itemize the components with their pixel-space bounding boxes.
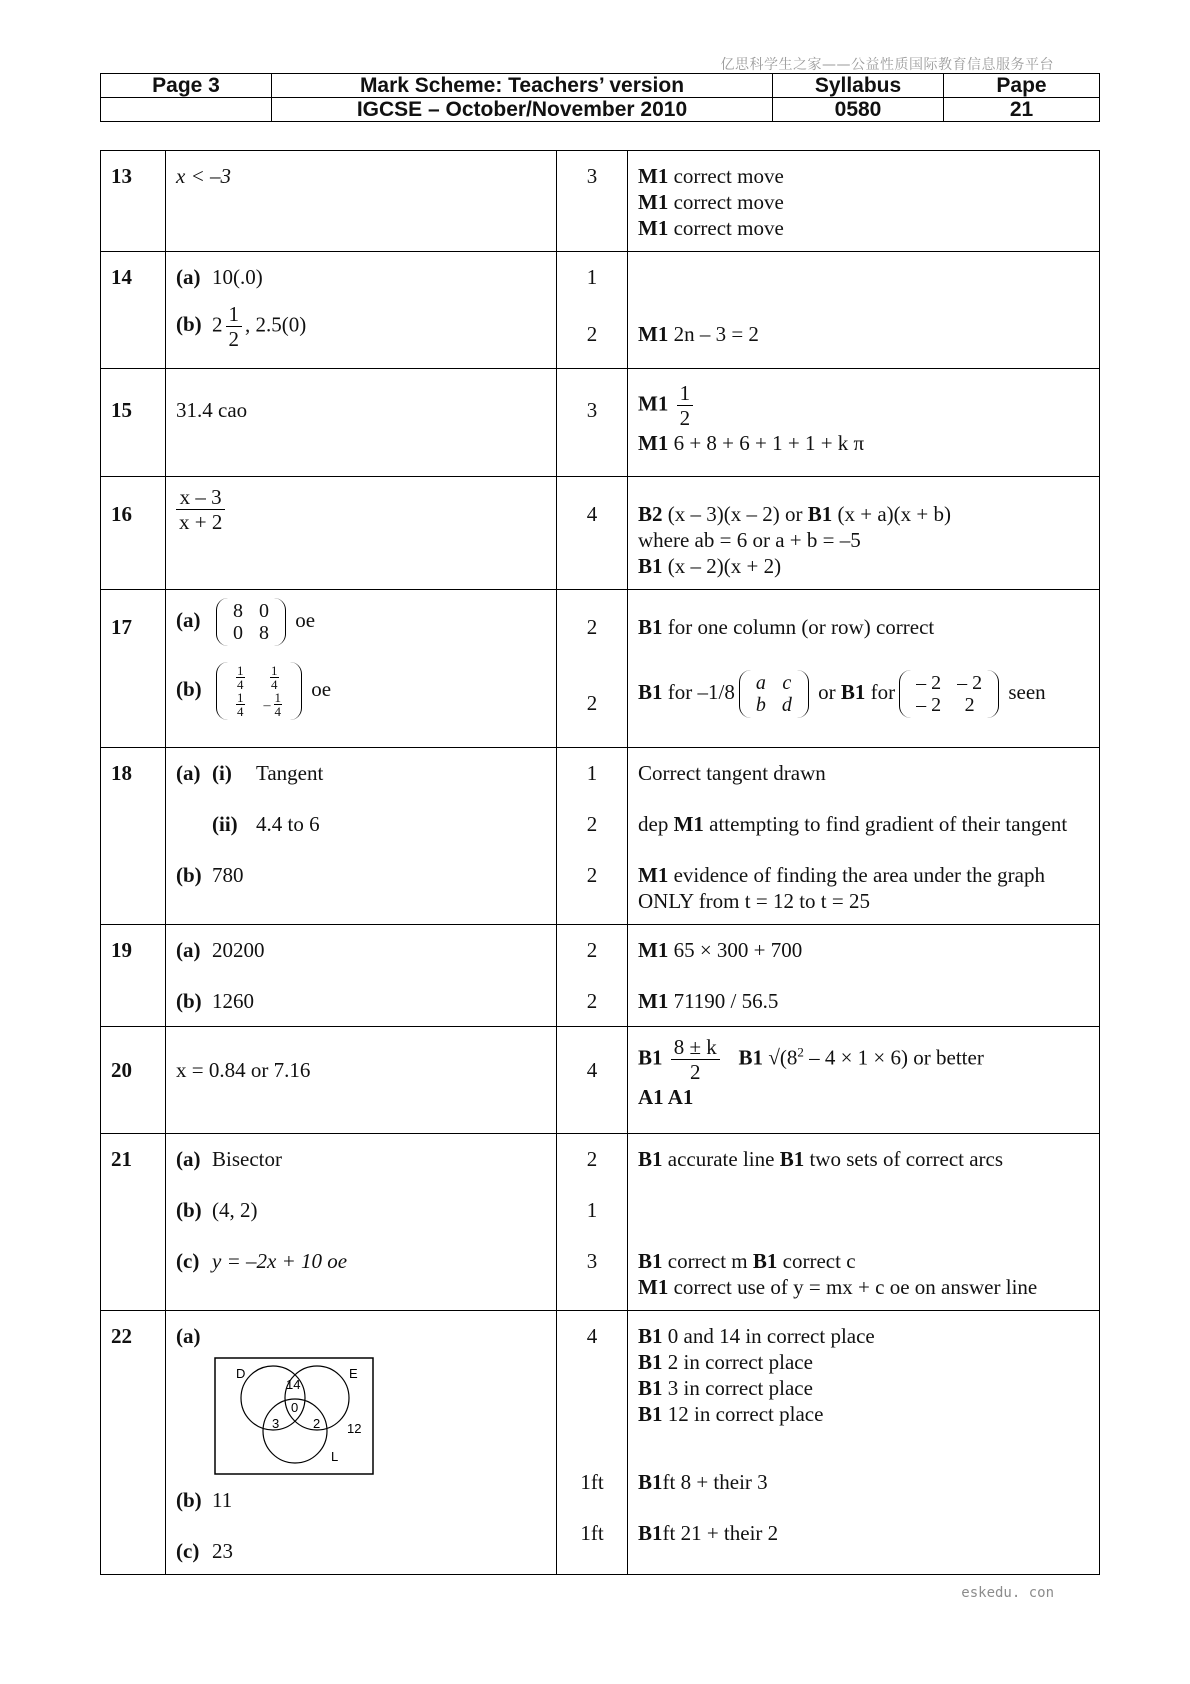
scheme-cell xyxy=(628,151,1100,252)
mark-scheme-table xyxy=(100,150,1100,1575)
answer-text: 10(.0) xyxy=(212,265,263,289)
scheme-text: 6 + 8 + 6 + 1 + 1 + k π xyxy=(668,431,865,455)
answer-text: Bisector xyxy=(212,1147,282,1171)
mark-code: B1 xyxy=(807,502,833,526)
watermark-top: 亿思科学生之家——公益性质国际教育信息服务平台 xyxy=(720,57,1054,73)
matrix: a c b d xyxy=(739,670,809,718)
paper-label: Pape xyxy=(944,74,1100,98)
answer-text: y = –2x + 10 oe xyxy=(212,1249,348,1273)
question-number: 20 xyxy=(101,1027,166,1134)
part-label: (a) xyxy=(176,607,201,632)
scheme-cell xyxy=(628,477,1100,590)
venn-set-label: E xyxy=(349,1366,358,1381)
mark-code: M1 xyxy=(638,216,669,240)
scheme-cell: B1 accurate line B1 two sets of correct arcs B1 correct m B1 correct c M1 correct use of y = mx + c oe on answer line xyxy=(628,1134,1100,1311)
oe-text: oe xyxy=(311,676,332,701)
mark-code: M1 xyxy=(638,190,669,214)
mark-code: M1 xyxy=(638,164,669,188)
mark-code: B1 xyxy=(638,554,663,578)
syllabus-label: Syllabus xyxy=(773,74,944,98)
part-label: (b) xyxy=(176,676,202,701)
scheme-text: 2n – 3 = 2 xyxy=(668,322,759,346)
answer-text: 780 xyxy=(212,863,244,887)
mark-code: B2 xyxy=(638,502,663,526)
answer-cell: x = 0.84 or 7.16 xyxy=(166,1027,557,1134)
mark-cell: 1 2 xyxy=(557,252,628,369)
question-number: 14 xyxy=(101,252,166,369)
part-label: (a) xyxy=(176,265,201,289)
answer-text: 4.4 to 6 xyxy=(256,812,320,836)
mark-code: M1 xyxy=(638,322,669,346)
matrix: 8 0 0 8 xyxy=(216,598,286,646)
scheme-text: for one column (or row) correct xyxy=(662,615,935,639)
table-row xyxy=(101,1027,1100,1134)
answer-cell: (a) Bisector (b) (4, 2) (c) y = –2x + 10 oe xyxy=(166,1134,557,1311)
answer-text: Tangent xyxy=(256,761,324,785)
answer-text: 20200 xyxy=(212,938,265,962)
mark-cell: 3 xyxy=(557,151,628,252)
table-row xyxy=(101,1311,1100,1575)
question-number: 15 xyxy=(101,369,166,477)
venn-diagram xyxy=(214,1357,374,1475)
scheme-text: (x + a)(x + b) xyxy=(832,502,951,526)
answer-cell: (a) (i) Tangent (ii) 4.4 to 6 (b) 780 xyxy=(166,748,557,925)
part-label: (b) xyxy=(176,312,202,337)
table-row xyxy=(101,1134,1100,1311)
venn-value: 0 xyxy=(291,1400,299,1415)
answer-text: 11 xyxy=(212,1488,233,1512)
answer-cell xyxy=(166,151,557,252)
answer-cell: (a) D E L 14 0 3 2 12 (b) 11 (c) 23 xyxy=(166,1311,557,1575)
oe-text: oe xyxy=(295,607,316,632)
document-title: Mark Scheme: Teachers’ version xyxy=(272,74,773,98)
mark-cell: 2 1 3 xyxy=(557,1134,628,1311)
answer-cell xyxy=(166,252,557,369)
table-row xyxy=(101,151,1100,252)
scheme-text: ONLY from t = 12 to t = 25 xyxy=(638,889,870,913)
answer-cell xyxy=(166,477,557,590)
table-row xyxy=(101,590,1100,748)
answer-text: x < –3 xyxy=(176,164,231,188)
scheme-text: (x – 3)(x – 2) or xyxy=(662,502,808,526)
table-row xyxy=(101,252,1100,369)
venn-set-label: L xyxy=(331,1449,339,1464)
mark-cell: 1 2 2 xyxy=(557,748,628,925)
table-row xyxy=(101,748,1100,925)
venn-value: 12 xyxy=(347,1421,362,1436)
scheme-cell: M1 65 × 300 + 700 M1 71190 / 56.5 xyxy=(628,925,1100,1027)
fraction: $\frac{1}{2}$ xyxy=(677,381,694,430)
mark-cell: 3 xyxy=(557,369,628,477)
matrix: $\frac{1}{4}$ $\frac{1}{4}$ $\frac{1}{4}$ – $\frac{1}{4}$ xyxy=(216,662,302,720)
fraction: $\frac{x - 3}{x + 2}$ xyxy=(176,485,225,534)
answer-cell: (a) 20200 (b) 1260 xyxy=(166,925,557,1027)
venn-value: 3 xyxy=(272,1416,280,1431)
mark-code: A1 A1 xyxy=(638,1085,694,1109)
question-number: 18 xyxy=(101,748,166,925)
scheme-cell: Correct tangent drawn dep M1 attempting to find gradient of their tangent M1 evidence of finding the area under the graph ONLY from t = 12 to t = 25 xyxy=(628,748,1100,925)
answer-text: , 2.5(0) xyxy=(245,312,307,337)
scheme-cell: B1 $\frac{8 \pm k}{2}$ B1 $√(8^2 - 4 \times 1 \times 6)$ or better A1 A1 xyxy=(628,1027,1100,1134)
fraction: $\frac{8 \pm k}{2}$ xyxy=(671,1035,720,1084)
table-row xyxy=(101,369,1100,477)
question-number: 22 xyxy=(101,1311,166,1575)
mark-cell: 2 2 xyxy=(557,925,628,1027)
header-blank xyxy=(101,98,272,122)
scheme-text: correct move xyxy=(668,190,784,214)
mark-code: M1 xyxy=(638,431,669,455)
syllabus-code: 0580 xyxy=(773,98,944,122)
table-row xyxy=(101,925,1100,1027)
venn-set-label: D xyxy=(236,1366,246,1381)
scheme-text: (x – 2)(x + 2) xyxy=(662,554,782,578)
matrix: – 2 – 2 – 2 2 xyxy=(899,670,999,718)
mark-code: M1 xyxy=(638,391,669,416)
scheme-cell xyxy=(628,252,1100,369)
watermark-bottom: eskedu. con xyxy=(961,1585,1054,1601)
question-number: 19 xyxy=(101,925,166,1027)
mark-cell: 4 xyxy=(557,477,628,590)
question-number: 13 xyxy=(101,151,166,252)
document-subtitle: IGCSE – October/November 2010 xyxy=(272,98,773,122)
mark-code: B1 xyxy=(638,615,663,639)
mark-cell: 4 xyxy=(557,1027,628,1134)
answer-text: 23 xyxy=(212,1539,233,1563)
fraction: $\frac{1}{2}$ xyxy=(226,302,243,351)
paper-number: 21 xyxy=(944,98,1100,122)
page-number: Page 3 xyxy=(101,74,272,98)
scheme-text: correct move xyxy=(668,164,784,188)
answer-text: 1260 xyxy=(212,989,254,1013)
scheme-cell xyxy=(628,369,1100,477)
answer-cell xyxy=(166,590,557,748)
header-table xyxy=(100,73,1100,122)
table-row xyxy=(101,477,1100,590)
question-number: 21 xyxy=(101,1134,166,1311)
scheme-text: Correct tangent drawn xyxy=(638,761,826,785)
mark-cell: 2 2 xyxy=(557,590,628,748)
scheme-cell: B1 0 and 14 in correct place B1 2 in correct place B1 3 in correct place B1 12 in correct place B1ft 8 + their 3 B1ft 21 + their 2 xyxy=(628,1311,1100,1575)
venn-value: 2 xyxy=(313,1416,321,1431)
scheme-cell: B1 for one column (or row) correct B1 for –1/8 a c b d or B1 for – 2 – 2 – 2 2 seen xyxy=(628,590,1100,748)
scheme-text: correct move xyxy=(668,216,784,240)
mixed-whole: 2 xyxy=(212,312,223,337)
question-number: 16 xyxy=(101,477,166,590)
answer-cell: 31.4 cao xyxy=(166,369,557,477)
question-number: 17 xyxy=(101,590,166,748)
scheme-text: where ab = 6 or a + b = –5 xyxy=(638,528,861,552)
answer-text: (4, 2) xyxy=(212,1198,258,1222)
mark-cell: 4 1ft 1ft xyxy=(557,1311,628,1575)
venn-value: 14 xyxy=(286,1377,301,1392)
